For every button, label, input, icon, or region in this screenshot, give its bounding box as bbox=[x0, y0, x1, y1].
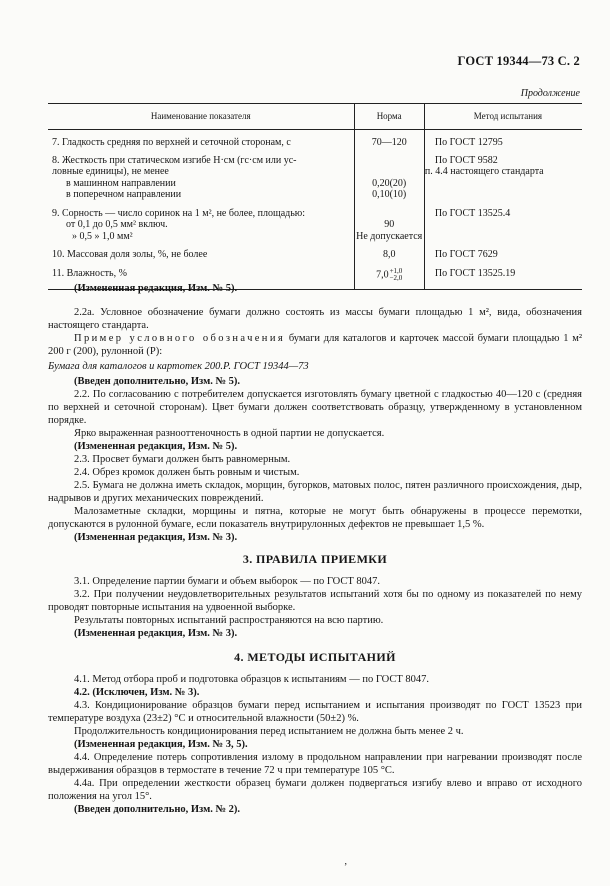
paragraph: 4.1. Метод отбора проб и подготовка образцов к испытаниям — по ГОСТ 8047. bbox=[74, 674, 430, 685]
row11-tol-plus: +1,0 bbox=[389, 266, 403, 275]
col-header-name: Наименование показателя bbox=[48, 104, 354, 130]
amendment-note: (Измененная редакция, Изм. № 3). bbox=[74, 532, 238, 543]
row8-norm bbox=[354, 155, 424, 208]
example-text: бумаги для каталогов и карточек массой бумаги площадью 1 м² 200 г (200), рулонной (Р): bbox=[48, 333, 582, 357]
table-row bbox=[48, 155, 582, 208]
table-row bbox=[48, 130, 582, 155]
paragraph: 2.2. По согласованию с потребителем допускается изготовлять бумагу цветной с гладкостью 40—120 с (средняя по верхней и сеточной сторонам). Цвет бумаги должен соответствовать образцу, утвержденному в установленном порядке. bbox=[48, 389, 582, 426]
amendment-note: 4.2. (Исключен, Изм. № 3). bbox=[74, 687, 200, 698]
row8-name-line: в машинном направлении bbox=[66, 177, 176, 189]
paragraph: 2.3. Просвет бумаги должен быть равномерным. bbox=[74, 454, 291, 465]
document-body bbox=[48, 282, 582, 816]
row8-name bbox=[48, 155, 354, 208]
row9-name-line: от 0,1 до 0,5 мм² включ. bbox=[66, 219, 168, 230]
paragraph: 3.1. Определение партии бумаги и объем выборок — по ГОСТ 8047. bbox=[74, 576, 381, 587]
row7-method: По ГОСТ 12795 bbox=[424, 130, 582, 155]
paragraph: Результаты повторных испытаний распространяются на всю партию. bbox=[74, 615, 384, 626]
row9-method: По ГОСТ 13525.4 bbox=[424, 208, 582, 250]
paragraph: 2.5. Бумага не должна иметь складок, морщин, бугорков, матовых полос, пятен различного происхождения, дыр, надрывов и других механических повреждений. bbox=[48, 480, 582, 504]
continuation-label: Продолжение bbox=[520, 88, 580, 99]
row9-norm-line: 90 bbox=[384, 219, 395, 230]
paragraph: 4.4а. При определении жесткости образец бумаги должен подвергаться изгибу влево и вправо от исходного положения на угол 15°. bbox=[48, 778, 582, 802]
paragraph: Малозаметные складки, морщины и пятна, которые не могут быть обнаружены в процессе перемотки, допускаются в рулонной бумаге, если показатель внутрирулонных дефектов не превышает 1,5 %. bbox=[48, 506, 582, 530]
row11-norm-value: 7,0 bbox=[376, 268, 389, 280]
table-row bbox=[48, 208, 582, 250]
amendment-note: (Измененная редакция, Изм. № 5). bbox=[74, 441, 238, 452]
section-heading: 3. ПРАВИЛА ПРИЕМКИ bbox=[242, 552, 388, 566]
row7-norm: 70—120 bbox=[354, 130, 424, 155]
row8-norm-line: 0,20(20) bbox=[372, 177, 407, 189]
paragraph: 3.2. При получении неудовлетворительных результатов испытаний хотя бы по одному из показателей по нему проводят повторные испытания на удвоенной выборке. bbox=[48, 589, 582, 613]
table-header-row bbox=[48, 104, 582, 130]
table-row bbox=[48, 249, 582, 268]
row9-name bbox=[48, 208, 354, 250]
amendment-note: (Измененная редакция, Изм. № 3). bbox=[74, 628, 238, 639]
paragraph: 2.2а. Условное обозначение бумаги должно состоять из массы бумаги площадью 1 м², вида, обозначения настоящего стандарта. bbox=[48, 307, 582, 331]
amendment-note: (Измененная редакция, Изм. № 3, 5). bbox=[74, 739, 248, 750]
row10-norm: 8,0 bbox=[354, 249, 424, 268]
amendment-note: (Введен дополнительно, Изм. № 5). bbox=[74, 376, 241, 387]
row10-name: 10. Массовая доля золы, %, не более bbox=[52, 249, 208, 260]
row9-name-line: » 0,5 » 1,0 мм² bbox=[72, 230, 133, 242]
col-header-method: Метод испытания bbox=[424, 104, 582, 130]
page-mark: ‚ bbox=[344, 856, 348, 867]
row9-norm bbox=[354, 208, 424, 250]
page-header: ГОСТ 19344—73 С. 2 bbox=[457, 54, 580, 68]
row8-method-line: По ГОСТ 9582 bbox=[434, 154, 498, 166]
row8-norm-line: 0,10(10) bbox=[372, 189, 407, 200]
row8-method-line: п. 4.4 настоящего стандарта bbox=[424, 166, 544, 177]
amendment-note: (Введен дополнительно, Изм. № 2). bbox=[74, 804, 241, 815]
paragraph bbox=[48, 332, 582, 358]
row11-name: 11. Влажность, % bbox=[48, 268, 354, 290]
row7-name: 7. Гладкость средняя по верхней и сеточной сторонам, с bbox=[52, 137, 291, 148]
row8-name-line: 8. Жесткость при статическом изгибе Н·см (гс·см или ус- bbox=[52, 154, 297, 166]
row9-name-line: 9. Сорность — число соринок на 1 м², не более, площадью: bbox=[52, 207, 306, 219]
row8-method bbox=[424, 155, 582, 208]
row11-method: По ГОСТ 13525.19 bbox=[424, 268, 582, 290]
example-heading: Пример условного обозначения bbox=[74, 333, 286, 344]
amendment-note: (Измененная редакция, Изм. № 5). bbox=[74, 283, 238, 294]
row9-norm-line: Не допускается bbox=[356, 230, 423, 242]
paragraph: Продолжительность кондиционирования перед испытанием не должна быть менее 2 ч. bbox=[74, 726, 464, 737]
col-header-norm: Норма bbox=[354, 104, 424, 130]
paragraph: Ярко выраженная разнооттеночность в одной партии не допускается. bbox=[74, 428, 385, 439]
section-heading: 4. МЕТОДЫ ИСПЫТАНИЙ bbox=[234, 650, 396, 664]
requirements-table bbox=[48, 103, 582, 290]
row8-name-line: в поперечном направлении bbox=[66, 189, 182, 200]
paragraph: 4.4. Определение потерь сопротивления излому в продольном направлении при нагревании производят после выдерживания образцов в термостате в течение 72 ч при температуре 105 °С. bbox=[48, 752, 582, 776]
row10-method: По ГОСТ 7629 bbox=[424, 249, 582, 268]
example-designation: Бумага для каталогов и картотек 200.Р. ГОСТ 19344—73 bbox=[48, 361, 309, 372]
paragraph: 2.4. Обрез кромок должен быть ровным и чистым. bbox=[74, 467, 300, 478]
paragraph: 4.3. Кондиционирование образцов бумаги перед испытанием и испытания производят по ГОСТ 13523 при температуре воздуха (23±2) °С и относительной влажности (50±2) %. bbox=[48, 700, 582, 724]
row11-tol-minus: −2,0 bbox=[389, 273, 403, 282]
row11-tolerance bbox=[390, 268, 403, 282]
row8-name-line: ловные единицы), не менее bbox=[52, 166, 169, 177]
